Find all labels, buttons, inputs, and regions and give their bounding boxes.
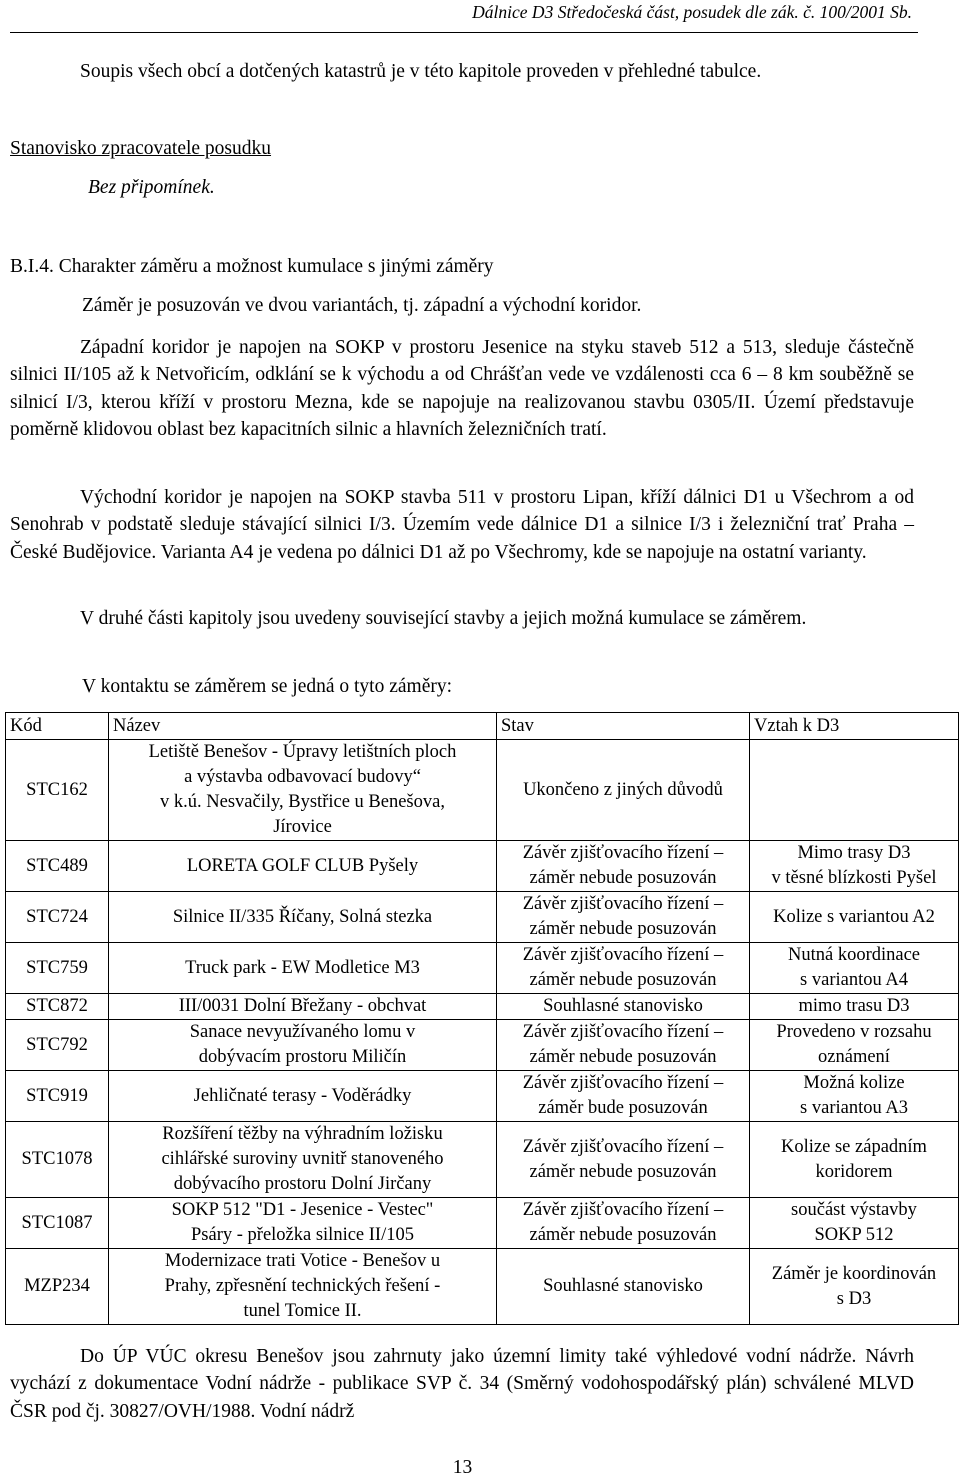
table-row [6, 994, 959, 1020]
table-row [6, 1249, 959, 1325]
table-row [6, 1122, 959, 1198]
cell-code: STC792 [6, 1020, 109, 1071]
cell-name [109, 1020, 497, 1071]
cell-name-line: LORETA GOLF CLUB Pyšely [186, 855, 419, 876]
header-status: Stav [497, 713, 750, 740]
cell-status [497, 1249, 750, 1325]
cell-name [109, 892, 497, 943]
cell-name-line: dobývacím prostoru Miličín [198, 1047, 407, 1067]
cell-code: STC724 [6, 892, 109, 943]
cell-status-line: Závěr zjišťovacího řízení – [522, 1136, 724, 1157]
cell-name [109, 1122, 497, 1198]
west-corridor-paragraph: Západní koridor je napojen na SOKP v prostoru Jesenice na styku staveb 512 a 513, sleduje částečně silnici II/105 až k Netvořicím, odklání se k východu a od Chrášťan vede ve vzdálenosti cca 6 – 8 km souběžně se silnicí I/3, kterou kříží v prostoru Mezna, kde se napojuje na realizovanou stavbu 0305/II. Území představuje poměrně klidovou oblast bez kapacitních silnic a hlavních železničních tratí. [10, 337, 914, 440]
cell-status-line: Závěr zjišťovacího řízení – [522, 843, 724, 863]
opinion-heading: Stanovisko zpracovatele posudku [10, 138, 272, 159]
cell-status-line: Ukončeno z jiných důvodů [523, 779, 723, 800]
header-name: Název [109, 713, 497, 740]
cell-status-line: Závěr zjišťovacího řízení – [522, 945, 724, 965]
opinion-text: Bez připomínek. [88, 177, 215, 198]
second-part-paragraph: V druhé části kapitoly jsou uvedeny související stavby a jejich možná kumulace se záměrem. [80, 608, 807, 629]
cell-relation [750, 841, 959, 892]
cell-relation-line: s variantou A3 [800, 1098, 908, 1118]
cell-status [497, 740, 750, 841]
cell-name-line: cihlářské suroviny uvnitř stanoveného [161, 1149, 444, 1169]
cell-relation-line: součást výstavby [791, 1200, 917, 1220]
cell-name [109, 841, 497, 892]
cell-relation-line: Kolize s variantou A2 [773, 906, 935, 927]
cell-name [109, 1249, 497, 1325]
cell-relation [750, 1020, 959, 1071]
header-code: Kód [6, 713, 109, 740]
cell-status-line: záměr nebude posuzován [529, 868, 717, 888]
cell-status-line: Závěr zjišťovacího řízení – [522, 1200, 724, 1220]
cell-relation-line: s D3 [836, 1288, 872, 1309]
header-rule [10, 32, 918, 33]
cell-status-line: záměr nebude posuzován [529, 919, 717, 939]
table-row [6, 1020, 959, 1071]
cell-status-line: záměr nebude posuzován [529, 970, 717, 990]
cell-relation-line: koridorem [815, 1161, 893, 1182]
cell-status-line: záměr nebude posuzován [529, 1161, 717, 1182]
cell-relation [750, 1249, 959, 1325]
cell-relation-line: oznámení [818, 1047, 890, 1067]
cell-relation-line: Kolize se západním [781, 1136, 927, 1157]
cell-relation [750, 740, 959, 841]
cell-name-line: dobývacího prostoru Dolní Jirčany [173, 1174, 432, 1194]
cell-relation [750, 892, 959, 943]
cell-name-line: Jehličnaté terasy - Voděrádky [193, 1085, 412, 1106]
cell-status-line: Závěr zjišťovacího řízení – [522, 1073, 724, 1093]
cell-relation-line: SOKP 512 [814, 1225, 894, 1245]
cell-relation [750, 994, 959, 1020]
cell-name [109, 943, 497, 994]
cell-name-line: Modernizace trati Votice - Benešov u [164, 1251, 441, 1271]
cell-code: STC1087 [6, 1198, 109, 1249]
cell-name-line: Letiště Benešov - Úpravy letištních ploch [148, 742, 457, 762]
cell-status [497, 1198, 750, 1249]
cell-status-line: Závěr zjišťovacího řízení – [522, 894, 724, 914]
cell-name-line: Truck park - EW Modletice M3 [185, 957, 420, 978]
cell-relation [750, 1071, 959, 1122]
header-relation: Vztah k D3 [750, 713, 959, 740]
table-header-row [6, 713, 959, 740]
cell-relation [750, 1122, 959, 1198]
cell-status-line: Souhlasné stanovisko [543, 996, 703, 1016]
cell-status [497, 1071, 750, 1122]
cell-name [109, 1198, 497, 1249]
cell-relation [750, 1198, 959, 1249]
cell-status [497, 1122, 750, 1198]
cell-relation-line: Provedeno v rozsahu [776, 1022, 932, 1042]
cell-code: STC1078 [6, 1122, 109, 1198]
cell-relation-line: Možná kolize [803, 1073, 905, 1093]
cell-status [497, 994, 750, 1020]
cell-relation [750, 943, 959, 994]
cell-name-line: Rozšíření těžby na výhradním ložisku [162, 1124, 443, 1144]
cell-status-line: záměr nebude posuzován [529, 1047, 717, 1067]
table-body [6, 740, 959, 1325]
cell-code: STC162 [6, 740, 109, 841]
cell-status [497, 1020, 750, 1071]
table-intro: V kontaktu se záměrem se jedná o tyto záměry: [82, 676, 453, 697]
table-row [6, 740, 959, 841]
table-row [6, 1071, 959, 1122]
page-number: 13 [452, 1457, 473, 1478]
cell-relation-line: s variantou A4 [800, 970, 908, 990]
cell-name-line: Sanace nevyužívaného lomu v [189, 1022, 416, 1042]
cell-relation-line: Nutná koordinace [787, 945, 921, 965]
cell-name-line: Silnice II/335 Říčany, Solná stezka [172, 906, 433, 927]
cell-name-line: Prahy, zpřesnění technických řešení - [164, 1276, 441, 1296]
cell-relation-line: Mimo trasy D3 [797, 843, 911, 863]
cell-status-line: Souhlasné stanovisko [543, 1276, 703, 1296]
cell-status-line: záměr nebude posuzován [529, 1225, 717, 1245]
running-header: Dálnice D3 Středočeská část, posudek dle zák. č. 100/2001 Sb. [472, 2, 912, 22]
table-row [6, 892, 959, 943]
table-row [6, 841, 959, 892]
cell-name [109, 1071, 497, 1122]
cell-status [497, 943, 750, 994]
cell-relation-line: Záměr je koordinován [771, 1263, 937, 1284]
cell-name-line: Jírovice [273, 817, 332, 837]
cell-name-line: SOKP 512 "D1 - Jesenice - Vestec" [171, 1200, 434, 1220]
intro-paragraph: Soupis všech obcí a dotčených katastrů je v této kapitole proveden v přehledné tabulce. [80, 61, 762, 82]
east-corridor-paragraph: Východní koridor je napojen na SOKP stavba 511 v prostoru Lipan, kříží dálnici D1 u Všechrom a od Senohrab v podstatě sleduje stávající silnici I/3. Územím vede dálnice D1 a silnice I/3 i železniční trať Praha – České Budějovice. Varianta A4 je vedena po dálnici D1 až po Všechromy, kde se napojuje na ostatní varianty. [10, 487, 914, 563]
section-lead: Záměr je posuzován ve dvou variantách, tj. západní a východní koridor. [82, 295, 642, 316]
projects-table [5, 712, 959, 1325]
cell-name [109, 740, 497, 841]
table-row [6, 1198, 959, 1249]
cell-code: STC759 [6, 943, 109, 994]
table-row [6, 943, 959, 994]
cell-name-line: v k.ú. Nesvačily, Bystřice u Benešova, [160, 792, 445, 812]
cell-name-line: tunel Tomice II. [243, 1301, 362, 1321]
cell-code: STC489 [6, 841, 109, 892]
cell-status [497, 841, 750, 892]
cell-name-line: Psáry - přeložka silnice II/105 [191, 1225, 414, 1245]
cell-name [109, 994, 497, 1020]
cell-name-line: III/0031 Dolní Břežany - obchvat [178, 996, 427, 1016]
cell-status-line: záměr bude posuzován [538, 1098, 708, 1118]
cell-code: STC919 [6, 1071, 109, 1122]
cell-code: STC872 [6, 994, 109, 1020]
cell-status [497, 892, 750, 943]
cell-relation-line: v těsné blízkosti Pyšel [771, 868, 937, 888]
cell-relation-line: mimo trasu D3 [798, 996, 910, 1016]
section-heading: B.I.4. Charakter záměru a možnost kumulace s jinými záměry [10, 256, 494, 277]
cell-status-line: Závěr zjišťovacího řízení – [522, 1022, 724, 1042]
cell-name-line: a výstavba odbavovací budovy“ [184, 767, 421, 787]
cell-code: MZP234 [6, 1249, 109, 1325]
closing-paragraph: Do ÚP VÚC okresu Benešov jsou zahrnuty jako územní limity také výhledové vodní nádrže. Návrh vychází z dokumentace Vodní nádrže - publikace SVP č. 34 (Směrný vodohospodářský plán) schválené MLVD ČSR pod čj. 30827/OVH/1988. Vodní nádrž [10, 1346, 914, 1422]
